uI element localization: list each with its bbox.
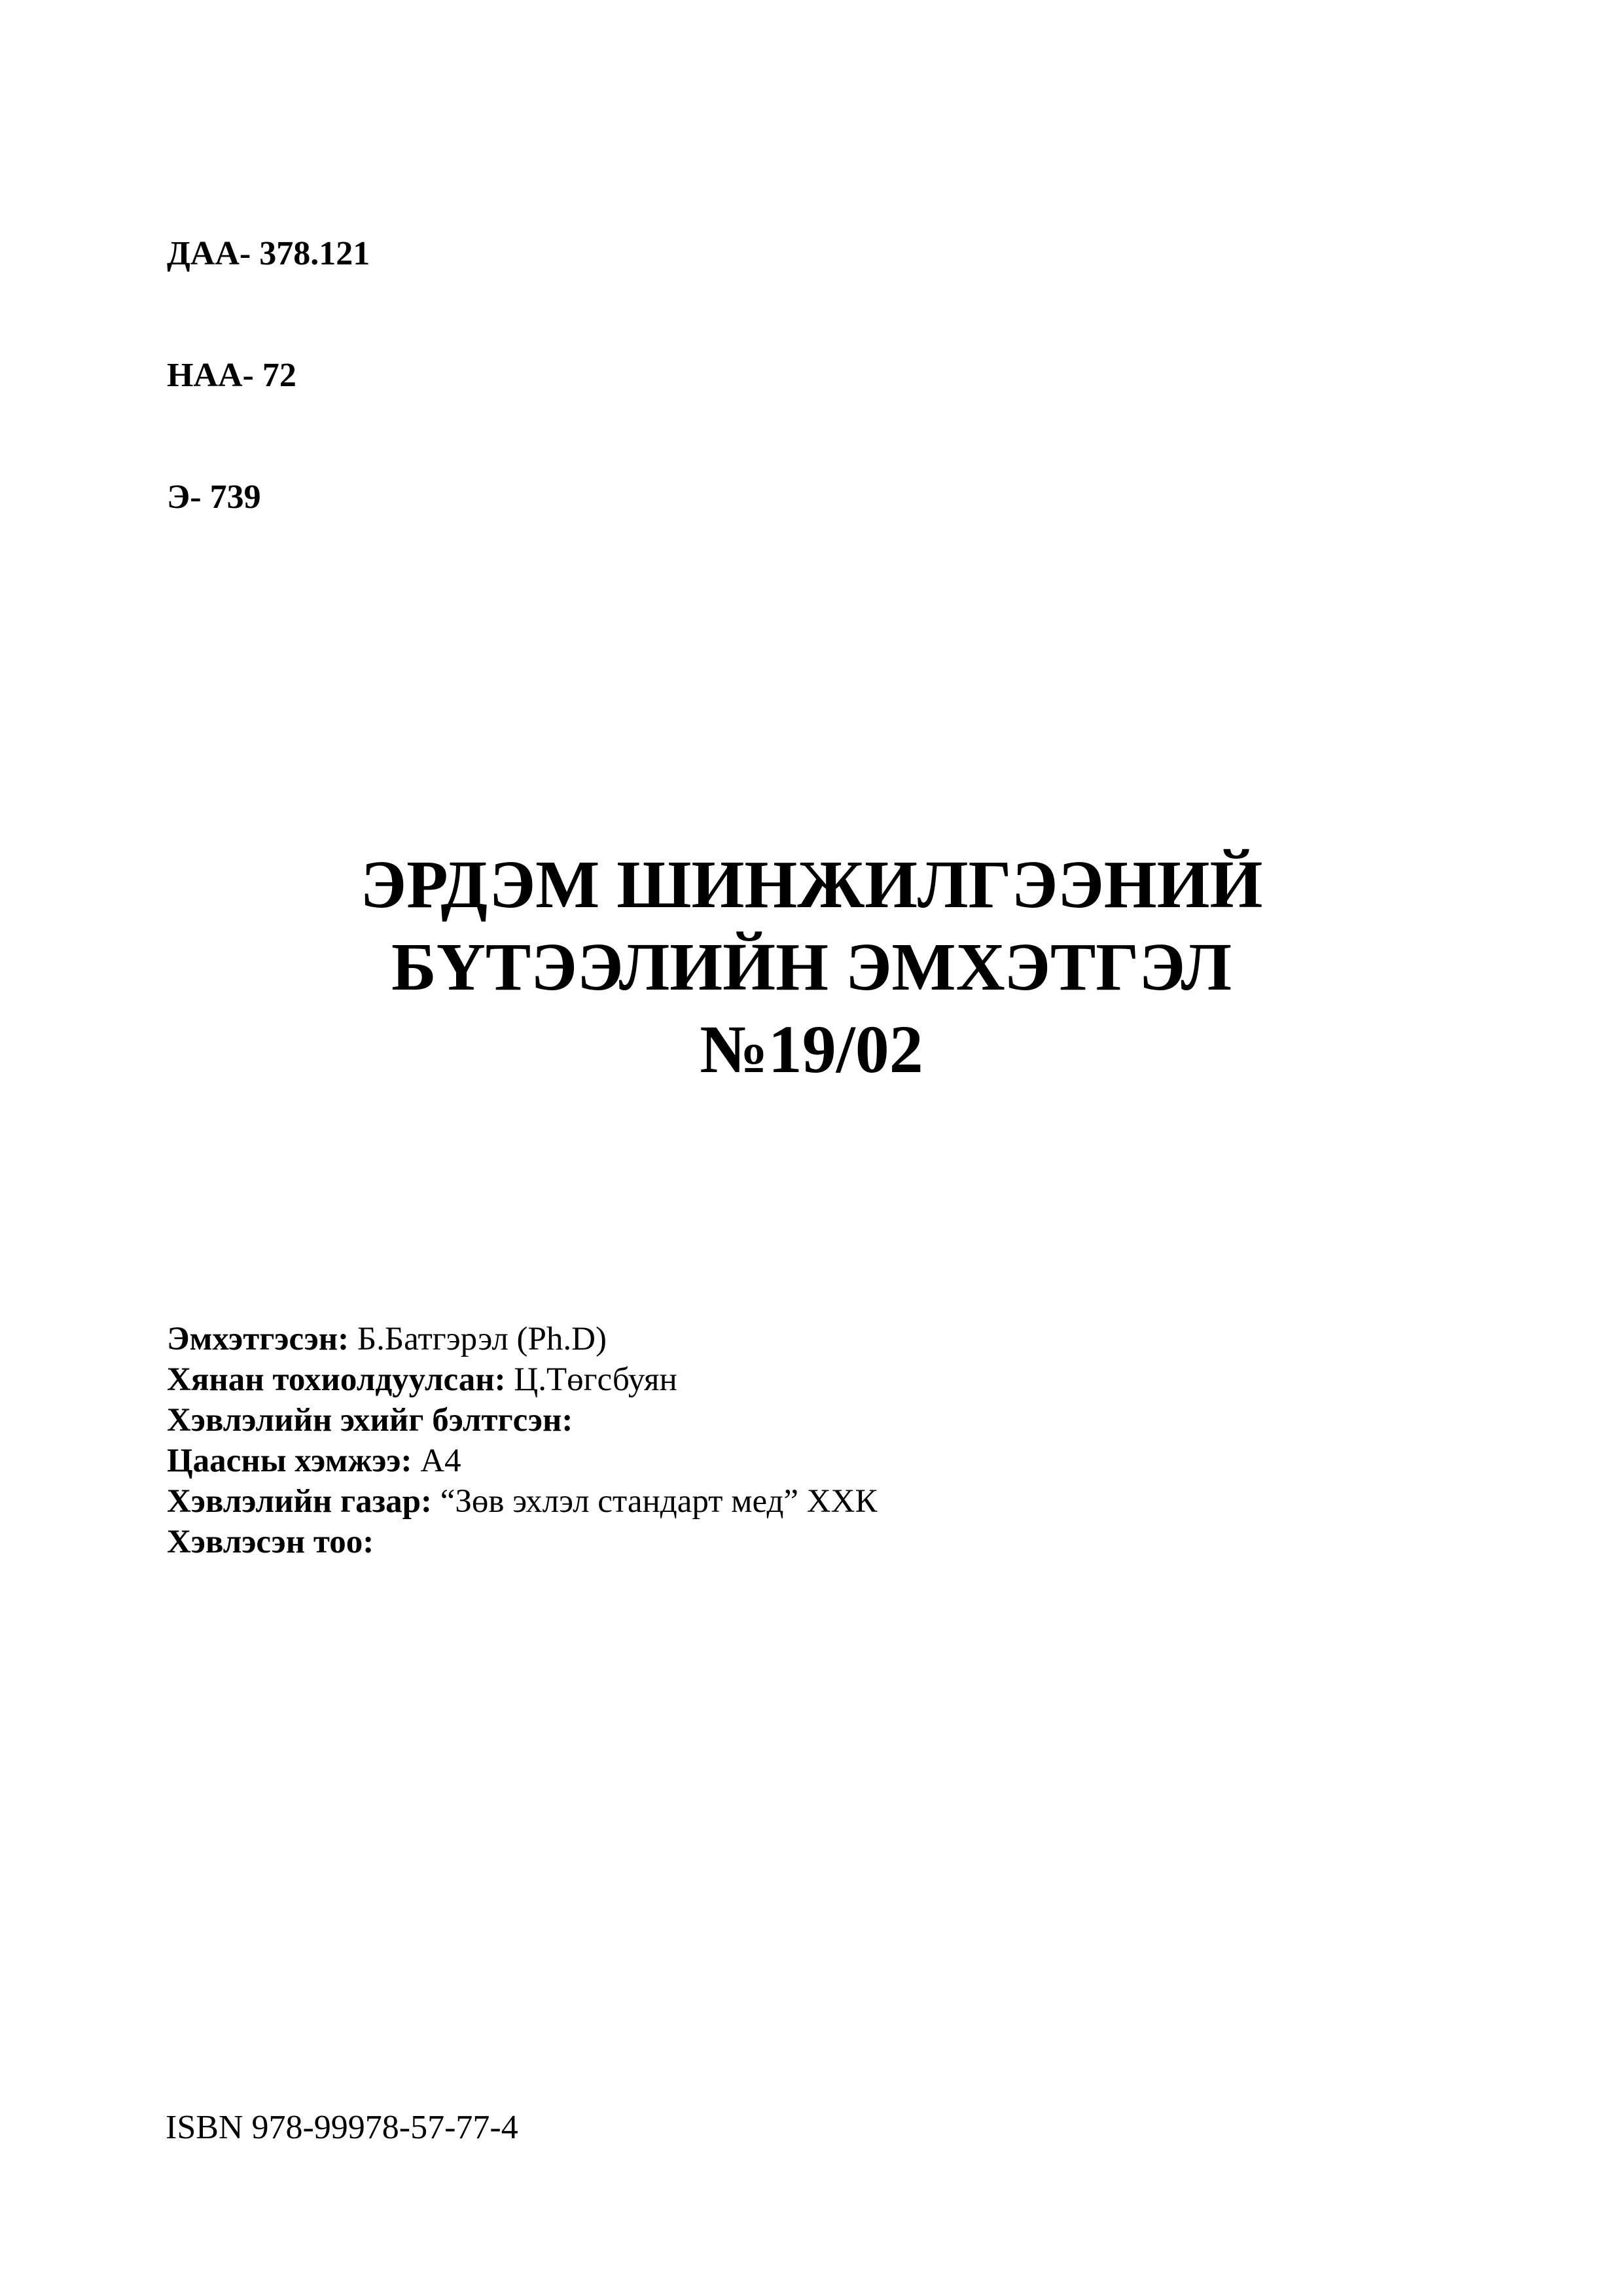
- document-title: [0, 844, 1623, 1091]
- imprint-block: [167, 1319, 877, 1562]
- imprint-label: Хэвлэлийн эхийг бэлтгсэн:: [167, 1402, 573, 1439]
- imprint-value: Ц.Төгсбуян: [514, 1361, 677, 1398]
- title-line-1: ЭРДЭМ ШИНЖИЛГЭЭНИЙ: [360, 847, 1263, 922]
- isbn-number: ISBN 978-99978-57-77-4: [166, 2109, 518, 2146]
- code-line-e: Э- 739: [167, 478, 261, 516]
- imprint-label: Хянан тохиолдуулсан:: [167, 1361, 506, 1398]
- imprint-line-reviewed-by: [167, 1359, 877, 1400]
- classification-codes: [167, 152, 370, 599]
- code-line-daa: ДАА- 378.121: [167, 235, 370, 272]
- title-line-2: БҮТЭЭЛИЙН ЭМХЭТГЭЛ: [391, 929, 1232, 1005]
- imprint-line-print-run: [167, 1522, 877, 1562]
- imprint-label: Эмхэтгэсэн:: [167, 1321, 349, 1357]
- imprint-line-prepress-by: [167, 1400, 877, 1441]
- imprint-label: Хэвлэлийн газар:: [167, 1483, 432, 1520]
- imprint-label: Цаасны хэмжээ:: [167, 1443, 412, 1479]
- imprint-line-compiled-by: [167, 1319, 877, 1359]
- imprint-value: А4: [420, 1443, 461, 1479]
- code-line-naa: НАА- 72: [167, 357, 296, 394]
- imprint-line-paper-size: [167, 1441, 877, 1481]
- imprint-value: “Зөв эхлэл стандарт мед” ХХК: [440, 1483, 878, 1520]
- imprint-value: Б.Батгэрэл (Ph.D): [357, 1321, 607, 1357]
- imprint-line-publisher: [167, 1481, 877, 1522]
- imprint-label: Хэвлэсэн тоо:: [167, 1524, 374, 1560]
- title-issue-number: №19/02: [700, 1012, 923, 1087]
